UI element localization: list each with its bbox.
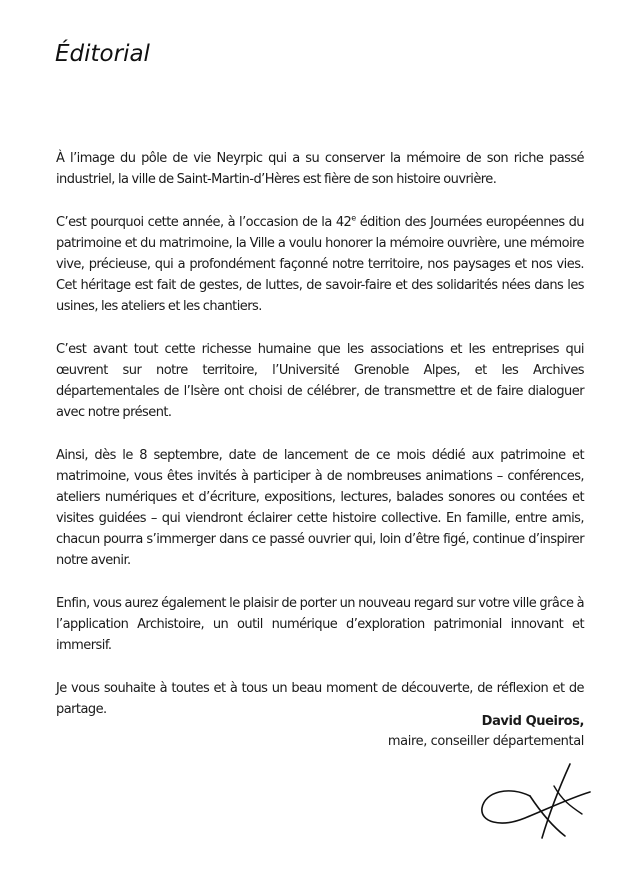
signatory-role: maire, conseiller départemental [387, 734, 584, 749]
signatory-name: David Queiros, [481, 714, 584, 729]
signature-block [388, 712, 584, 752]
paragraph-4: Ainsi, dès le 8 septembre, date de lancement de ce mois dédié aux patrimoine et matrimoine, vous êtes invités à participer à de nombreuses animations – conférences, ateliers numériques et d’écriture, expositions, lectures, balades sonores ou contées et visites guidées – qui viendront éclairer cette histoire collective. En famille, entre amis, chacun pourra s’immerger dans ce passé ouvrier qui, loin d’être figé, continue d’inspirer notre avenir. [56, 448, 584, 568]
handwritten-signature [470, 756, 600, 856]
paragraph-2-start: C’est pourquoi cette année, à l’occasion de la 42 [56, 215, 352, 230]
ordinal-superscript: e [351, 213, 356, 223]
paragraph-5: Enfin, vous aurez également le plaisir de porter un nouveau regard sur votre ville grâce à l’application Archistoire, un outil numérique d’exploration patrimonial innovant et immersif. [56, 596, 584, 653]
paragraph-1: À l’image du pôle de vie Neyrpic qui a su conserver la mémoire de son riche passé industriel, la ville de Saint-Martin-d’Hères est fière de son histoire ouvrière. [56, 151, 584, 187]
editorial-body [56, 148, 584, 742]
page-title: Éditorial [55, 41, 150, 67]
paragraph-2 [56, 212, 584, 317]
paragraph-6: Je vous souhaite à toutes et à tous un beau moment de découverte, de réflexion et de partage. [56, 681, 584, 717]
paragraph-2-end: édition des Journées européennes du patrimoine et du matrimoine, la Ville a voulu honorer la mémoire ouvrière, une mémoire vive, précieuse, qui a profondément façonné notre territoire, nos paysages et nos vies. Cet héritage est fait de gestes, de luttes, de savoir-faire et des solidarités nées dans les usines, les ateliers et les chantiers. [56, 215, 584, 314]
paragraph-3: C’est avant tout cette richesse humaine que les associations et les entreprises qui œuvrent sur notre territoire, l’Université Grenoble Alpes, et les Archives départementales de l’Isère ont choisi de célébrer, de transmettre et de faire dialoguer avec notre présent. [56, 342, 584, 420]
